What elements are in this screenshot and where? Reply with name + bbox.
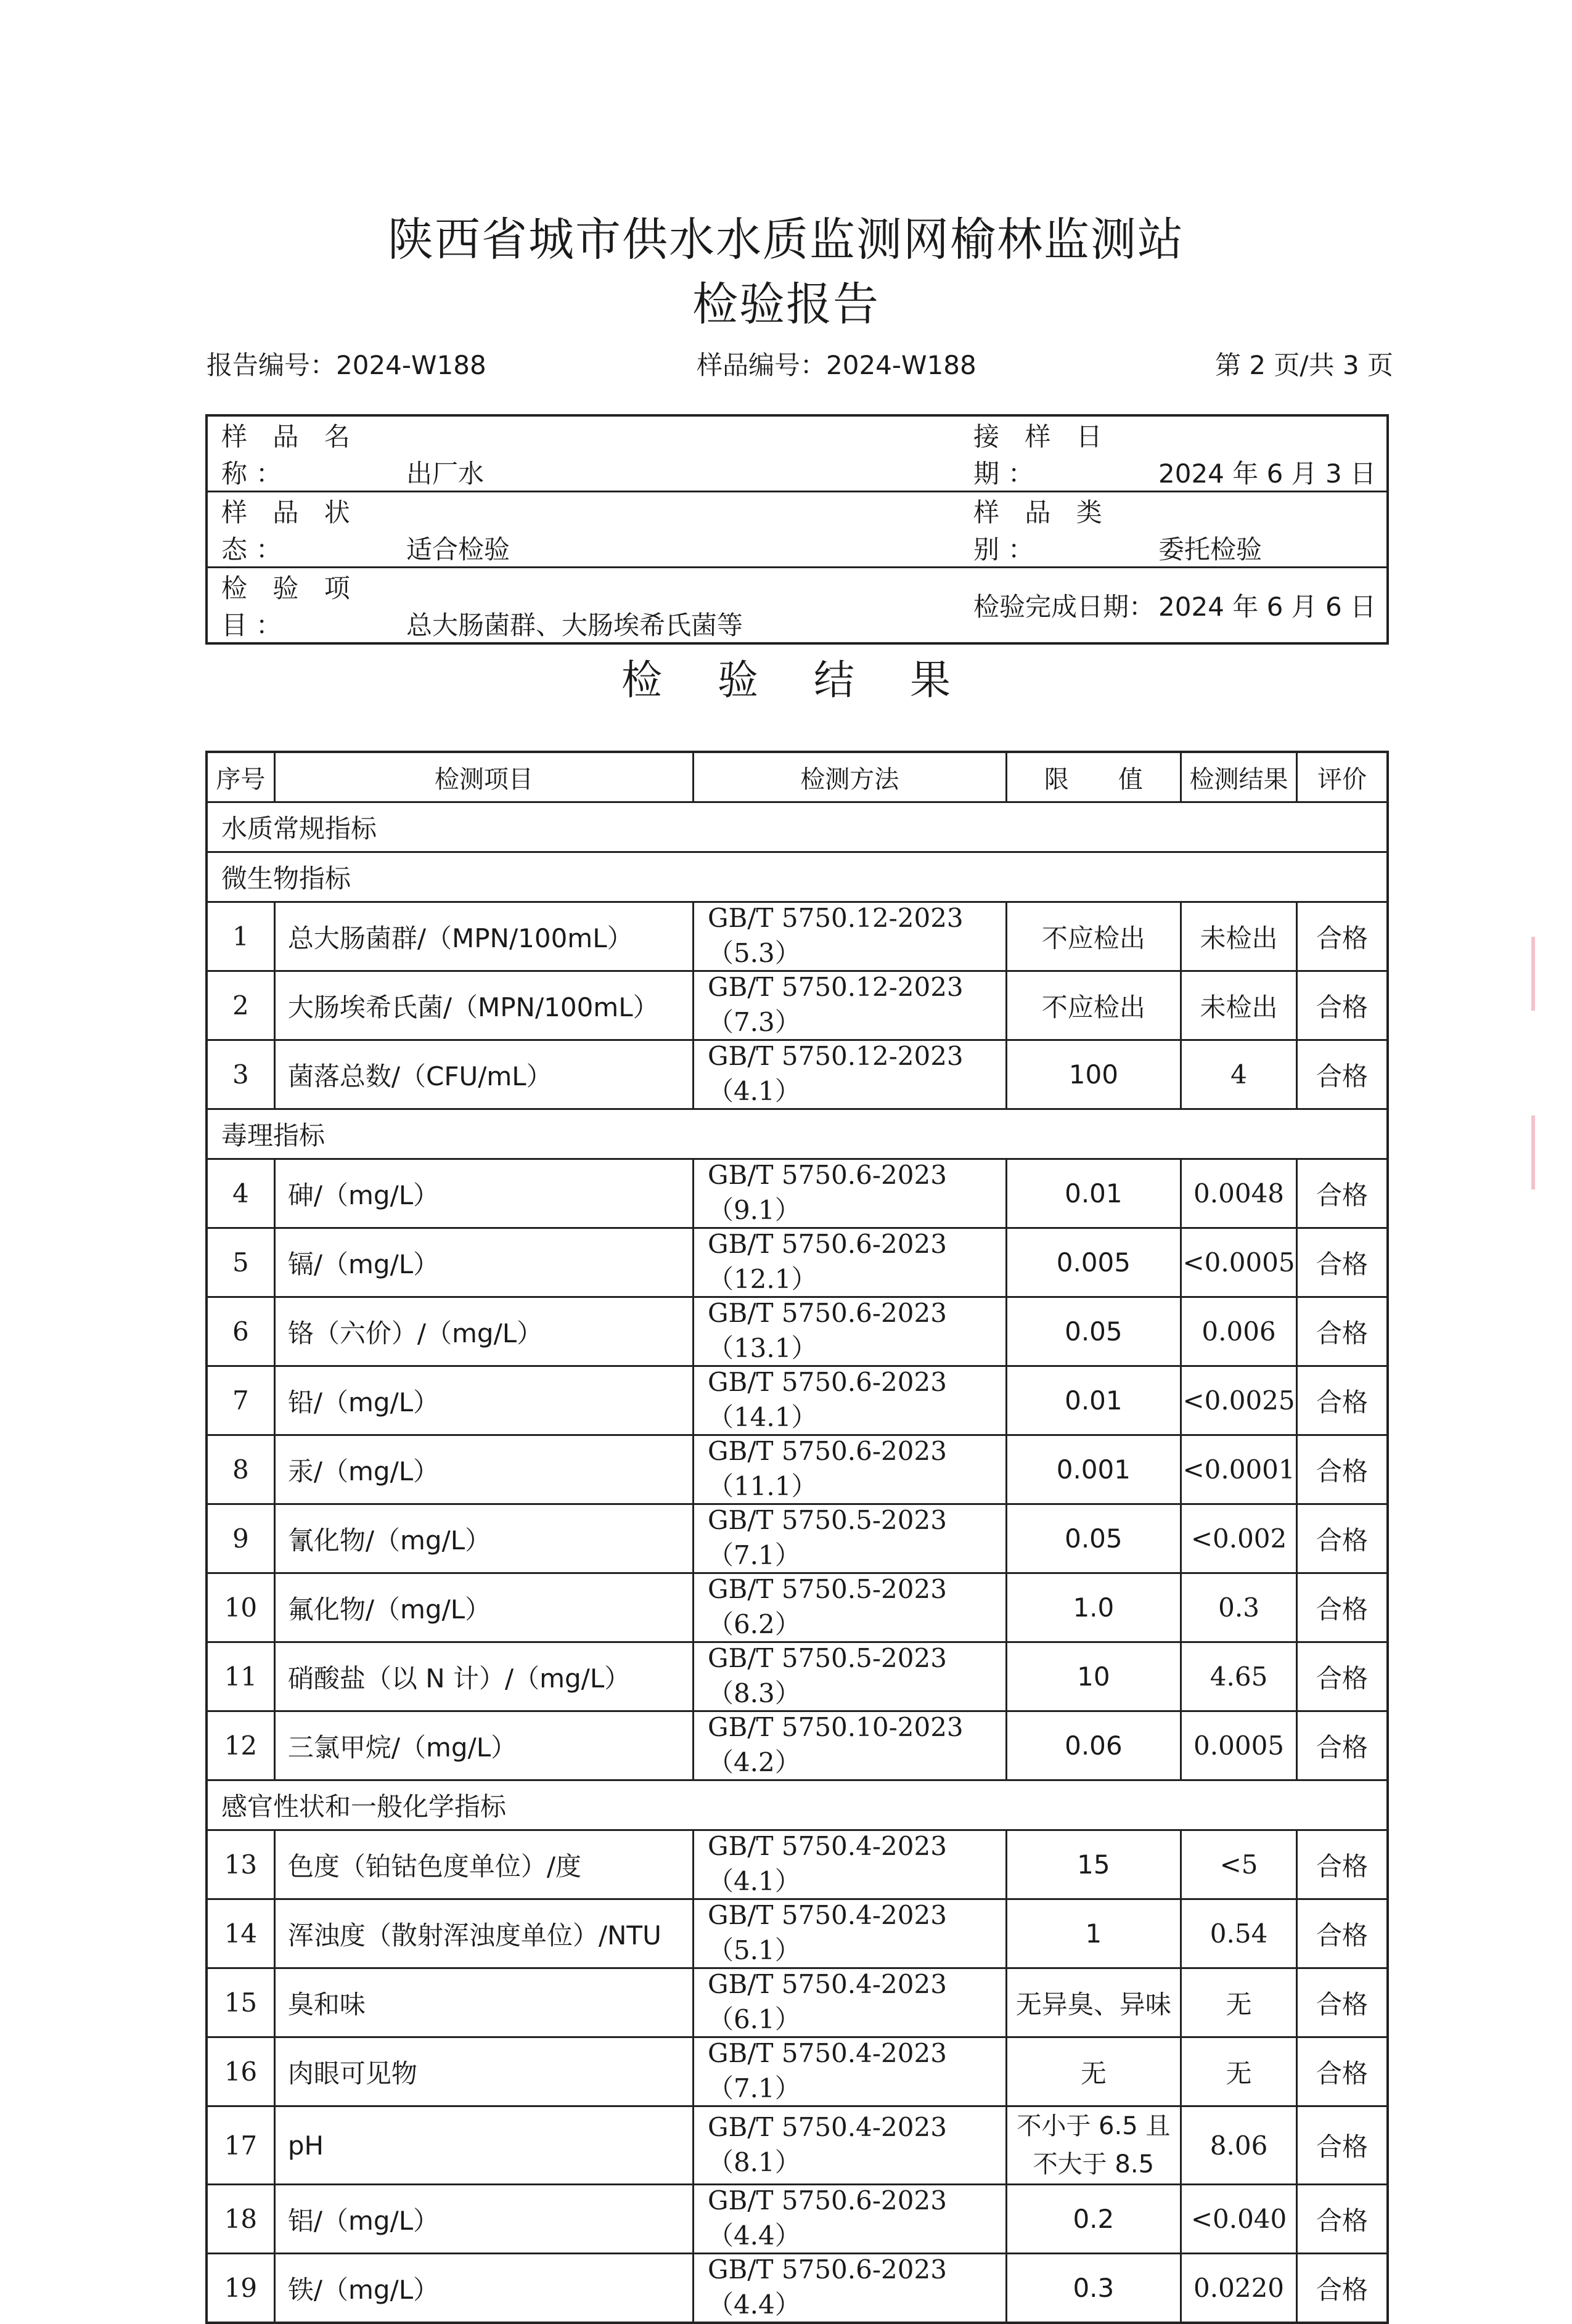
row-limit: 0.05	[1006, 1297, 1181, 1366]
row-method: GB/T 5750.6-2023（12.1）	[693, 1228, 1006, 1297]
row-result: 无	[1181, 1968, 1297, 2037]
section-row	[207, 1109, 1388, 1159]
sample-type-cell: 样 品 类 别： 委托检验	[961, 492, 1388, 568]
row-item: 硝酸盐（以 N 计）/（mg/L）	[274, 1642, 693, 1711]
header-method: 检测方法	[693, 752, 1006, 802]
table-row	[207, 2185, 1388, 2254]
table-row	[207, 1435, 1388, 1504]
row-evaluation: 合格	[1296, 1573, 1388, 1642]
row-evaluation: 合格	[1296, 2254, 1388, 2323]
row-method: GB/T 5750.12-2023（4.1）	[693, 1040, 1006, 1109]
row-evaluation: 合格	[1296, 2106, 1388, 2185]
row-item: 铁/（mg/L）	[274, 2254, 693, 2323]
row-result: 0.3	[1181, 1573, 1297, 1642]
table-row	[207, 1968, 1388, 2037]
table-row	[207, 1573, 1388, 1642]
row-result: 0.0005	[1181, 1711, 1297, 1780]
row-item: 总大肠菌群/（MPN/100mL）	[274, 902, 693, 971]
table-row	[207, 1830, 1388, 1899]
report-title: 陕西省城市供水水质监测网榆林监测站	[388, 213, 1184, 266]
row-index: 18	[207, 2185, 274, 2254]
table-row	[207, 1899, 1388, 1968]
report-number: 报告编号：2024-W188	[207, 350, 486, 380]
sample-state-cell: 样 品 状 态： 适合检验	[207, 492, 961, 568]
test-items-value: 总大肠菌群、大肠埃希氏菌等	[406, 610, 743, 640]
row-method: GB/T 5750.4-2023（4.1）	[693, 1830, 1006, 1899]
row-index: 1	[207, 902, 274, 971]
row-index: 17	[207, 2106, 274, 2185]
row-item: 铬（六价）/（mg/L）	[274, 1297, 693, 1366]
header-index: 序号	[207, 752, 274, 802]
row-evaluation: 合格	[1296, 1366, 1388, 1435]
row-limit: 0.001	[1006, 1435, 1181, 1504]
row-evaluation: 合格	[1296, 1830, 1388, 1899]
table-row	[207, 902, 1388, 971]
header-result: 检测结果	[1181, 752, 1297, 802]
sample-state-value: 适合检验	[406, 534, 510, 565]
stamp-mark	[1531, 937, 1572, 1011]
row-evaluation: 合格	[1296, 1899, 1388, 1968]
row-item: 铅/（mg/L）	[274, 1366, 693, 1435]
row-limit: 0.01	[1006, 1366, 1181, 1435]
section-title: 水质常规指标	[207, 802, 1388, 852]
row-limit: 无异臭、异味	[1006, 1968, 1181, 2037]
row-evaluation: 合格	[1296, 1711, 1388, 1780]
row-result: 未检出	[1181, 902, 1297, 971]
row-result: 4	[1181, 1040, 1297, 1109]
table-row	[207, 1504, 1388, 1573]
receive-date-cell: 接 样 日 期： 2024 年 6 月 3 日	[961, 415, 1388, 492]
table-row	[207, 1642, 1388, 1711]
row-limit: 10	[1006, 1642, 1181, 1711]
row-index: 4	[207, 1159, 274, 1228]
sample-info-table	[205, 414, 1389, 645]
section-row	[207, 852, 1388, 902]
row-method: GB/T 5750.6-2023（13.1）	[693, 1297, 1006, 1366]
table-row	[207, 2037, 1388, 2106]
row-limit: 100	[1006, 1040, 1181, 1109]
results-heading: 检验结果	[621, 656, 1006, 704]
row-item: 砷/（mg/L）	[274, 1159, 693, 1228]
row-method: GB/T 5750.4-2023（6.1）	[693, 1968, 1006, 2037]
receive-date-value: 2024 年 6 月 3 日	[1158, 459, 1377, 489]
row-item: 浑浊度（散射浑浊度单位）/NTU	[274, 1899, 693, 1968]
row-limit: 1	[1006, 1899, 1181, 1968]
row-method: GB/T 5750.4-2023（5.1）	[693, 1899, 1006, 1968]
section-row	[207, 802, 1388, 852]
row-index: 14	[207, 1899, 274, 1968]
row-method: GB/T 5750.6-2023（11.1）	[693, 1435, 1006, 1504]
table-row	[207, 1711, 1388, 1780]
row-evaluation: 合格	[1296, 1968, 1388, 2037]
row-evaluation: 合格	[1296, 1504, 1388, 1573]
table-row	[207, 971, 1388, 1040]
row-result: 0.0220	[1181, 2254, 1297, 2323]
row-item: pH	[274, 2106, 693, 2185]
row-evaluation: 合格	[1296, 1040, 1388, 1109]
row-method: GB/T 5750.5-2023（6.2）	[693, 1573, 1006, 1642]
row-method: GB/T 5750.5-2023（7.1）	[693, 1504, 1006, 1573]
row-item: 大肠埃希氏菌/（MPN/100mL）	[274, 971, 693, 1040]
row-item: 肉眼可见物	[274, 2037, 693, 2106]
row-limit: 无	[1006, 2037, 1181, 2106]
row-index: 5	[207, 1228, 274, 1297]
row-method: GB/T 5750.4-2023（7.1）	[693, 2037, 1006, 2106]
row-result: 8.06	[1181, 2106, 1297, 2185]
row-method: GB/T 5750.12-2023（5.3）	[693, 902, 1006, 971]
sample-name-cell: 样 品 名 称： 出厂水	[207, 415, 961, 492]
row-method: GB/T 5750.10-2023（4.2）	[693, 1711, 1006, 1780]
row-limit: 0.3	[1006, 2254, 1181, 2323]
row-evaluation: 合格	[1296, 902, 1388, 971]
stamp-mark	[1531, 1115, 1572, 1189]
row-item: 色度（铂钴色度单位）/度	[274, 1830, 693, 1899]
row-result: 未检出	[1181, 971, 1297, 1040]
row-result: 0.54	[1181, 1899, 1297, 1968]
row-item: 氟化物/（mg/L）	[274, 1573, 693, 1642]
table-row	[207, 1297, 1388, 1366]
row-index: 8	[207, 1435, 274, 1504]
row-method: GB/T 5750.4-2023（8.1）	[693, 2106, 1006, 2185]
table-row	[207, 1366, 1388, 1435]
row-limit: 不小于 6.5 且 不大于 8.5	[1006, 2106, 1181, 2185]
row-method: GB/T 5750.6-2023（4.4）	[693, 2254, 1006, 2323]
row-evaluation: 合格	[1296, 1642, 1388, 1711]
row-index: 2	[207, 971, 274, 1040]
test-items-cell: 检 验 项 目： 总大肠菌群、大肠埃希氏菌等	[207, 568, 961, 644]
row-result: <0.040	[1181, 2185, 1297, 2254]
row-method: GB/T 5750.6-2023（9.1）	[693, 1159, 1006, 1228]
row-result: 4.65	[1181, 1642, 1297, 1711]
header-evaluation: 评价	[1296, 752, 1388, 802]
section-title: 感官性状和一般化学指标	[207, 1780, 1388, 1830]
row-index: 11	[207, 1642, 274, 1711]
row-result: <0.0001	[1181, 1435, 1297, 1504]
row-item: 汞/（mg/L）	[274, 1435, 693, 1504]
row-item: 菌落总数/（CFU/mL）	[274, 1040, 693, 1109]
section-title: 毒理指标	[207, 1109, 1388, 1159]
row-limit: 0.05	[1006, 1504, 1181, 1573]
header-limit: 限 值	[1006, 752, 1181, 802]
sample-name-value: 出厂水	[406, 459, 485, 489]
row-index: 12	[207, 1711, 274, 1780]
row-limit: 不应检出	[1006, 971, 1181, 1040]
row-result: <5	[1181, 1830, 1297, 1899]
row-index: 13	[207, 1830, 274, 1899]
row-item: 氰化物/（mg/L）	[274, 1504, 693, 1573]
report-subtitle: 检验报告	[692, 278, 880, 331]
row-evaluation: 合格	[1296, 1297, 1388, 1366]
header-item: 检测项目	[274, 752, 693, 802]
section-title: 微生物指标	[207, 852, 1388, 902]
row-limit: 0.2	[1006, 2185, 1181, 2254]
row-item: 三氯甲烷/（mg/L）	[274, 1711, 693, 1780]
row-result: 0.006	[1181, 1297, 1297, 1366]
row-limit: 0.005	[1006, 1228, 1181, 1297]
row-limit: 0.01	[1006, 1159, 1181, 1228]
row-index: 15	[207, 1968, 274, 2037]
row-limit: 不应检出	[1006, 902, 1181, 971]
row-evaluation: 合格	[1296, 1159, 1388, 1228]
table-row	[207, 2106, 1388, 2185]
row-method: GB/T 5750.6-2023（4.4）	[693, 2185, 1006, 2254]
table-row	[207, 2254, 1388, 2323]
row-item: 铝/（mg/L）	[274, 2185, 693, 2254]
results-header-row	[207, 752, 1388, 802]
row-item: 镉/（mg/L）	[274, 1228, 693, 1297]
sample-number: 样品编号：2024-W188	[697, 350, 976, 380]
row-method: GB/T 5750.6-2023（14.1）	[693, 1366, 1006, 1435]
row-index: 3	[207, 1040, 274, 1109]
table-row	[207, 1040, 1388, 1109]
row-index: 7	[207, 1366, 274, 1435]
row-result: <0.0005	[1181, 1228, 1297, 1297]
row-result: 0.0048	[1181, 1159, 1297, 1228]
completion-date-cell: 检验完成日期： 2024 年 6 月 6 日	[961, 568, 1388, 644]
row-evaluation: 合格	[1296, 1435, 1388, 1504]
section-row	[207, 1780, 1388, 1830]
row-method: GB/T 5750.5-2023（8.3）	[693, 1642, 1006, 1711]
row-evaluation: 合格	[1296, 2185, 1388, 2254]
row-evaluation: 合格	[1296, 1228, 1388, 1297]
page-indicator: 第 2 页/共 3 页	[1215, 350, 1393, 380]
sample-type-value: 委托检验	[1158, 534, 1263, 565]
row-limit: 15	[1006, 1830, 1181, 1899]
table-row	[207, 1159, 1388, 1228]
completion-date-value: 2024 年 6 月 6 日	[1158, 592, 1377, 622]
row-index: 16	[207, 2037, 274, 2106]
row-result: <0.002	[1181, 1504, 1297, 1573]
row-evaluation: 合格	[1296, 2037, 1388, 2106]
row-index: 6	[207, 1297, 274, 1366]
row-method: GB/T 5750.12-2023（7.3）	[693, 971, 1006, 1040]
row-evaluation: 合格	[1296, 971, 1388, 1040]
results-body	[207, 802, 1388, 2323]
row-result: 无	[1181, 2037, 1297, 2106]
row-index: 19	[207, 2254, 274, 2323]
row-result: <0.0025	[1181, 1366, 1297, 1435]
row-index: 10	[207, 1573, 274, 1642]
table-row	[207, 1228, 1388, 1297]
results-table	[205, 751, 1389, 2324]
row-limit: 0.06	[1006, 1711, 1181, 1780]
row-index: 9	[207, 1504, 274, 1573]
row-limit: 1.0	[1006, 1573, 1181, 1642]
row-item: 臭和味	[274, 1968, 693, 2037]
